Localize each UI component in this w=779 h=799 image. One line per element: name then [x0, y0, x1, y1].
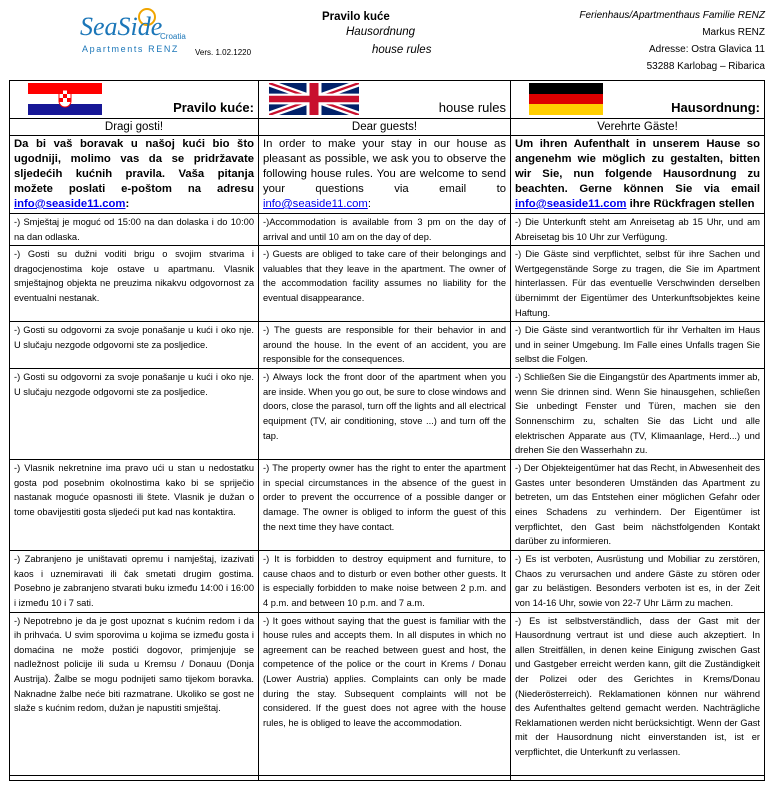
- intro-german: [511, 136, 765, 214]
- intro-text-croatian: Da bi vaš boravak u našoj kući bio što ugodniji, molimo vas da se pridržavate sljedećih kućnih pravila. Vaša pitanja možete poslati e-poštom na adresu: [14, 138, 254, 195]
- intro-row: [10, 136, 765, 214]
- rule-english: -) Always lock the front door of the apartment when you are inside. When you go out, be sure to close windows and doors, close the parasol, turn off the lights and all electrical equipment (TV, air conditioning, stove ...) and turn off the tap.: [259, 369, 511, 460]
- rule-row: [10, 612, 765, 775]
- rule-row: [10, 369, 765, 460]
- intro-end-german: ihre Rückfragen stellen: [626, 198, 755, 210]
- email-link-croatian[interactable]: info@seaside11.com: [14, 198, 126, 210]
- rule-croatian: -) Vlasnik nekretnine ima pravo ući u stan u nedostatku gosta pod posebnim okolnostima kako bi se spriječio nastanak moguće opasnosti ili štete. Vlasnik je dužan o tome obavijestiti gosta sljedeći put kad nas kontaktira.: [10, 460, 259, 551]
- rule-croatian: -) Gosti su odgovorni za svoje ponašanje u kući i oko nje. U slučaju nezgode odgovorni ste za posljedice.: [10, 322, 259, 369]
- rule-croatian: -) Nepotrebno je da je gost upoznat s kućnim redom i da ih prihvaća. U svim sporovima u kojima se između gosta i domaćina ne može postići dogovor, primjenjuje se nadležnost policije ili suda u Kremsu / Donauu (Donja Austrija). Žalbe se mogu podnijeti samo tijekom boravka. Naknadne žalbe neće biti razmatrane. Ukoliko se gost ne slaže s kućnim redom, dužan je napustiti smještaj.: [10, 612, 259, 775]
- greeting-row: [10, 119, 765, 136]
- greeting-english: Dear guests!: [259, 119, 511, 136]
- logo-wordmark: SeaSide: [80, 12, 163, 41]
- rule-row: [10, 246, 765, 322]
- table-continuation-row: [10, 775, 765, 780]
- croatia-flag-icon: [28, 83, 102, 115]
- owner-company: Ferienhaus/Apartmenthaus Familie RENZ: [579, 10, 765, 21]
- greeting-german: Verehrte Gäste!: [511, 119, 765, 136]
- rule-english: -) Guests are obliged to take care of their belongings and valuables that they leave in the apartment. The owner of the accommodation facility assumes no liability for the eventual disappearance.: [259, 246, 511, 322]
- rule-german: -) Die Gäste sind verantwortlich für ihr Verhalten im Haus und in seiner Umgebung. Im Falle eines Unfalls tragen Sie selbst die Folgen.: [511, 322, 765, 369]
- owner-name: Markus RENZ: [702, 27, 765, 38]
- rule-croatian: -) Zabranjeno je uništavati opremu i namještaj, izazivati kaos i uznemiravati ili čak smetati drugim gostima. Posebno je zabranjeno stvarati buku između 14:00 i 16:00 i između 10 i 7 sati.: [10, 551, 259, 612]
- rule-row: [10, 460, 765, 551]
- greeting-croatian: Dragi gosti!: [10, 119, 259, 136]
- rule-row: [10, 551, 765, 612]
- title-german: Hausordnung: [346, 26, 416, 38]
- document-header: [0, 0, 779, 78]
- germany-flag-icon: [529, 83, 603, 115]
- rule-german: -) Die Gäste sind verpflichtet, selbst für ihre Sachen und Wertgegenstände Sorge zu tragen, die Sie im Apartment hinterlassen. Für das eventuelle Verschwinden derselben übernimmt der Eigentümer des Unterkunftsobjektes keine Haftung.: [511, 246, 765, 322]
- owner-city: 53288 Karlobag – Ribarica: [646, 61, 765, 72]
- intro-croatian: [10, 136, 259, 214]
- owner-street: Adresse: Ostra Glavica 11: [649, 44, 765, 55]
- intro-english: [259, 136, 511, 214]
- table-continuation-cell: [259, 775, 511, 780]
- rule-row: [10, 214, 765, 246]
- rule-german: -) Die Unterkunft steht am Anreisetag ab 15 Uhr, und am Abreisetag bis 10 Uhr zur Verfügung.: [511, 214, 765, 246]
- intro-text-german: Um ihren Aufenthalt in unserem Hause so angenehm wie möglich zu gestalten, bitten wir Sie, nun folgende Hausordnung zu beachten. Gerne können Sie via email: [515, 138, 760, 195]
- rule-german: -) Es ist verboten, Ausrüstung und Mobiliar zu zerstören, Chaos zu verursachen und andere Gäste zu stören oder gar zu belästigen. Besonders verboten ist es, in der Zeit von 14-16 Uhr, sowie von 22-7 Uhr Lärm zu machen.: [511, 551, 765, 612]
- house-rules-table: [9, 80, 765, 781]
- rule-german: -) Der Objekteigentümer hat das Recht, in Abwesenheit des Gastes unter besonderen Umständen das Apartment zu betreten, um das Entstehen einer möglichen Gefahr oder eines Schadens zu verhindern. Der Eigentümer ist verpflichtet, den Gast beim nächstfolgenden Kontakt darüber zu informieren.: [511, 460, 765, 551]
- intro-end-croatian: :: [125, 198, 130, 210]
- flag-label-english: house rules: [438, 100, 506, 116]
- rule-row: [10, 322, 765, 369]
- email-link-german[interactable]: info@seaside11.com: [515, 198, 627, 210]
- rule-croatian: -) Gosti su dužni voditi brigu o svojim stvarima i dragocjenostima koje ostave u apartmanu. Vlasnik smještajnog objekta ne preuzima nikakvu odgovornost za eventualni nestanak.: [10, 246, 259, 322]
- uk-flag-icon: [269, 83, 359, 115]
- intro-end-english: :: [367, 198, 371, 210]
- title-english: house rules: [372, 44, 432, 56]
- rule-german: -) Schließen Sie die Eingangstür des Apartments immer ab, wenn Sie drinnen sind. Wenn Sie hinausgehen, schließen Sie unbedingt Fenster und Türen, machen sie den Sonnenschirm zu, schalten Sie das Licht und alle elektrischen Apparate aus (TV, Klimaanlage, Herd...) und drehen Sie den Wasserhahn zu.: [511, 369, 765, 460]
- intro-text-english: In order to make your stay in our house as pleasant as possible, we ask you to observe the following house rules. You are welcome to send your questions via email to: [263, 138, 506, 195]
- flag-label-german: Hausordnung:: [671, 100, 760, 116]
- rule-english: -) It is forbidden to destroy equipment and furniture, to cause chaos and to disturb or even bother other guests. It is especially forbidden to make noise between 2 p.m. and 4 p.m. and between 10 p.m. and 7 a.m.: [259, 551, 511, 612]
- flag-row: [10, 81, 765, 119]
- owner-address: [579, 7, 765, 75]
- rule-english: -) The property owner has the right to enter the apartment in special circumstances in the absence of the guest in order to prevent the occurrence of a possible danger or damage. The owner is obliged to inform the guest of this the next time they have contact.: [259, 460, 511, 551]
- flag-label-croatian: Pravilo kuće:: [173, 100, 254, 116]
- logo-tagline: Croatia: [160, 32, 186, 41]
- rule-croatian: -) Gosti su odgovorni za svoje ponašanje u kući i oko nje. U slučaju nezgode odgovorni ste za posljedice.: [10, 369, 259, 460]
- email-link-english[interactable]: info@seaside11.com: [263, 198, 368, 210]
- logo-subtitle: Apartments RENZ: [82, 44, 180, 54]
- flag-cell-german: [511, 81, 765, 119]
- version-label: Vers. 1.02.1220: [195, 48, 252, 57]
- flag-cell-croatian: [10, 81, 259, 119]
- seaside-logo: [74, 8, 194, 64]
- rule-german: -) Es ist selbstverständlich, dass der Gast mit der Hausordnung vertraut ist und diese auch akzeptiert. In allen Streitfällen, in denen keine Einigung zwischen Gast und Gastgeber erreicht werden kann, gilt die Zuständigkeit der Polizei oder des Gerichtes in Krems/Donau (Niederösterreich). Reklamationen können nur während des Aufenthaltes geltend gemacht werden. Nachträgliche Reklamationen werden nicht berücksichtigt. Wenn der Gast mit der Hausordnung nicht einverstanden ist, ist er verpflichtet, die Unterkunft zu verlassen.: [511, 612, 765, 775]
- table-continuation-cell: [10, 775, 259, 780]
- rule-english: -) The guests are responsible for their behavior in and around the house. In the event of an accident, you are responsible for the consequences.: [259, 322, 511, 369]
- table-continuation-cell: [511, 775, 765, 780]
- title-croatian: Pravilo kuće: [322, 11, 390, 23]
- rule-english: -) It goes without saying that the guest is familiar with the house rules and accepts them. In all disputes in which no agreement can be reached between guest and host, the competence of the police or the court in Krems / Donau (Lower Austria) applies. Complaints can only be made during the stay. Subsequent complaints will not be considered. If the guest does not agree with the house rules, he is obliged to leave the accommodation.: [259, 612, 511, 775]
- flag-cell-english: [259, 81, 511, 119]
- rule-croatian: -) Smještaj je moguć od 15:00 na dan dolaska i do 10:00 na dan odlaska.: [10, 214, 259, 246]
- rule-english: -)Accommodation is available from 3 pm on the day of arrival and until 10 am on the day of dep.: [259, 214, 511, 246]
